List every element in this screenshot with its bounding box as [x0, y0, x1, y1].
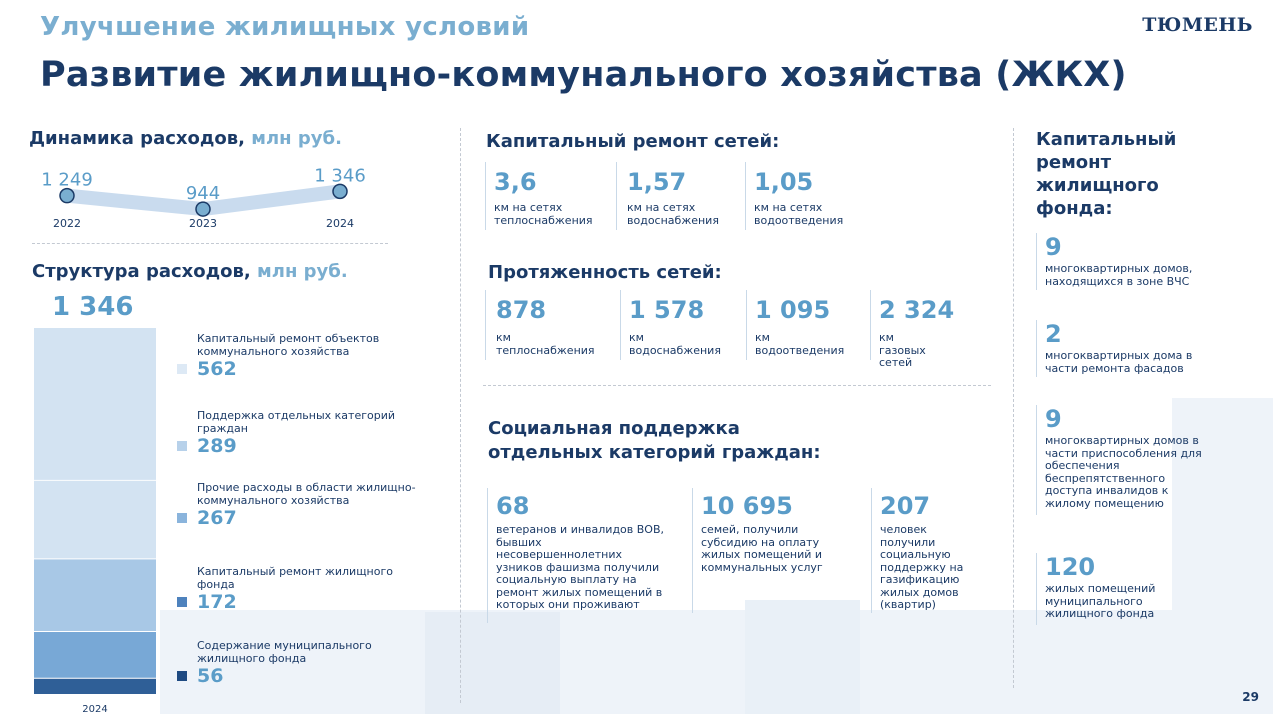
stat-cell	[870, 290, 994, 369]
dynamics-year-label: 2023	[189, 217, 217, 230]
stat-cell	[616, 162, 747, 230]
column-divider	[1013, 128, 1014, 688]
legend-item	[177, 333, 447, 380]
stat-label: жилых помещений муниципального жилищного фонда	[1045, 582, 1156, 620]
city-logo: ТЮМЕНЬ	[1142, 14, 1253, 36]
legend-value-row	[177, 591, 447, 613]
stack-segment	[34, 481, 156, 560]
stat-cell	[745, 162, 874, 230]
stat-cell	[746, 290, 870, 360]
stat-label: человек получили социальную поддержку на газификацию жилых домов (квартир)	[880, 523, 964, 611]
stat-cell	[871, 488, 990, 613]
dynamics-point	[60, 189, 74, 203]
stat-value: 1,57	[627, 168, 687, 196]
dynamics-value-label: 1 346	[314, 165, 366, 187]
column-divider	[460, 128, 461, 703]
structure-heading-text: Структура расходов,	[32, 261, 251, 282]
housing-repair-heading	[1036, 128, 1176, 220]
stack-segment	[34, 328, 156, 481]
networks-repair-heading: Капитальный ремонт сетей:	[486, 131, 780, 152]
stat-label: многоквартирных домов, находящихся в зоне ВЧС	[1045, 262, 1193, 288]
stack-segment	[34, 559, 156, 632]
stat-value: 2 324	[879, 296, 955, 324]
structure-heading-unit: млн руб.	[257, 261, 348, 282]
legend-swatch	[177, 513, 187, 523]
background-decoration	[745, 600, 860, 714]
legend-item	[177, 640, 447, 687]
stat-cell	[1036, 320, 1225, 377]
dynamics-heading-unit: млн руб.	[251, 128, 342, 149]
dynamics-year-label: 2024	[326, 217, 354, 230]
stat-label: км на сетях водоснабжения	[627, 201, 719, 227]
housing-heading-line: ремонт	[1036, 152, 1112, 173]
legend-value: 56	[197, 665, 224, 687]
dynamics-point	[196, 202, 210, 216]
stat-label: км водоотведения	[755, 331, 845, 357]
dynamics-line-chart	[30, 165, 390, 235]
structure-heading	[32, 261, 348, 282]
legend-swatch	[177, 364, 187, 374]
page-number: 29	[1242, 690, 1259, 704]
stat-label: км теплоснабжения	[496, 331, 595, 357]
legend-value: 267	[197, 507, 237, 529]
stat-value: 68	[496, 492, 530, 520]
stat-label: многоквартирных дома в части ремонта фасадов	[1045, 349, 1193, 375]
stat-value: 1 095	[755, 296, 831, 324]
stat-label: ветеранов и инвалидов ВОВ, бывших несовершеннолетних узников фашизма получили социальную выплату на ремонт жилых помещений в которых они проживают	[496, 523, 665, 611]
legend-value-row	[177, 435, 447, 457]
legend-item	[177, 410, 447, 457]
stat-value: 3,6	[494, 168, 537, 196]
networks-length-heading: Протяженность сетей:	[488, 262, 722, 283]
social-heading-line: Социальная поддержка	[488, 418, 740, 439]
stat-value: 9	[1045, 233, 1062, 261]
legend-label: Прочие расходы в области жилищно-коммунального хозяйства	[197, 481, 416, 507]
stat-value: 1 578	[629, 296, 705, 324]
stat-label: км на сетях водоотведения	[754, 201, 844, 227]
stat-value: 120	[1045, 553, 1096, 581]
legend-swatch	[177, 441, 187, 451]
legend-value-row	[177, 507, 447, 529]
stat-value: 878	[496, 296, 547, 324]
stat-cell	[1036, 553, 1225, 625]
stat-label: км на сетях теплоснабжения	[494, 201, 593, 227]
stack-segment	[34, 632, 156, 679]
dynamics-heading-text: Динамика расходов,	[29, 128, 245, 149]
legend-value: 562	[197, 358, 237, 380]
stack-segment	[34, 679, 156, 694]
social-heading	[488, 417, 821, 465]
stat-value: 1,05	[754, 168, 814, 196]
legend-swatch	[177, 671, 187, 681]
structure-total: 1 346	[52, 292, 134, 322]
legend-label: Капитальный ремонт объектов коммунального хозяйства	[197, 332, 380, 358]
stat-value: 9	[1045, 405, 1062, 433]
stat-label: км водоснабжения	[629, 331, 721, 357]
legend-label: Капитальный ремонт жилищного фонда	[197, 565, 393, 591]
social-heading-line: отдельных категорий граждан:	[488, 442, 821, 463]
legend-label: Содержание муниципального жилищного фонда	[197, 639, 372, 665]
stat-cell	[485, 162, 614, 230]
legend-item	[177, 482, 447, 529]
stat-value: 2	[1045, 320, 1062, 348]
legend-label: Поддержка отдельных категорий граждан	[197, 409, 396, 435]
dynamics-value-label: 944	[185, 183, 221, 205]
housing-heading-line: фонда:	[1036, 198, 1113, 219]
stat-cell	[620, 290, 749, 360]
stat-value: 10 695	[701, 492, 793, 520]
dynamics-year-label: 2022	[53, 217, 81, 230]
stat-cell	[1036, 405, 1225, 515]
stat-label: км газовых сетей	[879, 331, 926, 369]
page-supertitle: Улучшение жилищных условий	[40, 12, 530, 42]
section-divider	[32, 243, 388, 244]
legend-value-row	[177, 665, 447, 687]
legend-swatch	[177, 597, 187, 607]
stat-cell	[1036, 233, 1225, 290]
stat-cell	[692, 488, 856, 613]
stat-label: многоквартирных домов в части приспособления для обеспечения беспрепятственного доступа инвалидов к жилому помещению	[1045, 434, 1202, 510]
stat-label: семей, получили субсидию на оплату жилых помещений и коммунальных услуг	[701, 523, 823, 574]
legend-item	[177, 566, 447, 613]
legend-value-row	[177, 358, 447, 380]
stat-cell	[487, 488, 676, 623]
stat-value: 207	[880, 492, 931, 520]
stack-category-label: 2024	[82, 704, 108, 714]
structure-stacked-bar	[34, 328, 158, 714]
section-divider	[483, 385, 991, 386]
dynamics-value-label: 1 249	[41, 169, 93, 191]
legend-value: 289	[197, 435, 237, 457]
housing-heading-line: жилищного	[1036, 175, 1159, 196]
dynamics-heading	[29, 128, 342, 149]
housing-heading-line: Капитальный	[1036, 129, 1177, 150]
stat-cell	[485, 290, 616, 360]
page-title: Развитие жилищно-коммунального хозяйства (ЖКХ)	[40, 55, 1127, 95]
legend-value: 172	[197, 591, 237, 613]
dynamics-point	[333, 184, 347, 198]
